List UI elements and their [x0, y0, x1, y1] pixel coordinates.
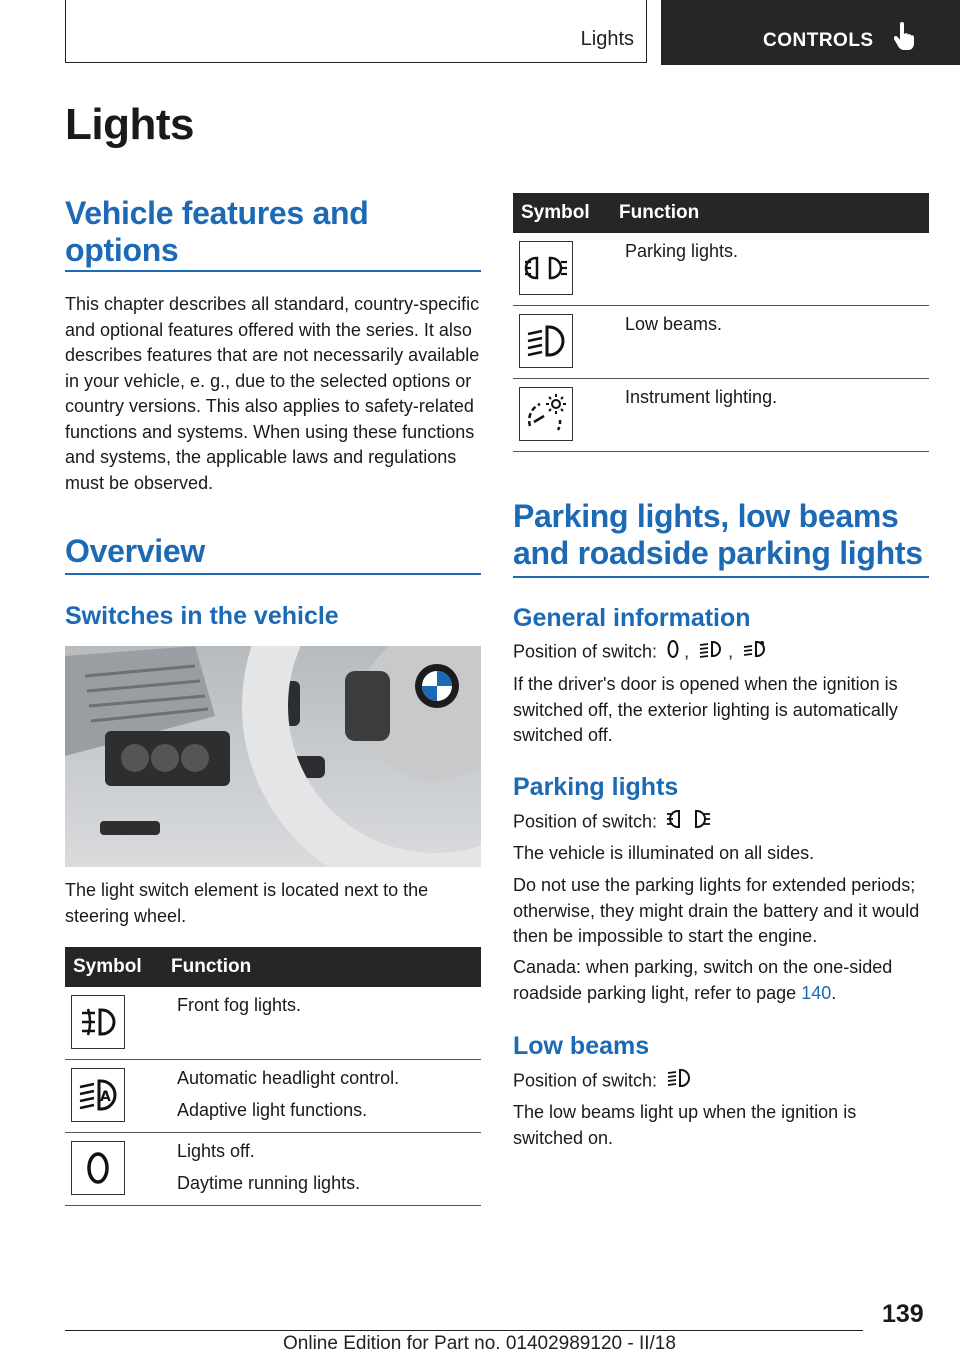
low-beams-icon: [666, 1067, 692, 1097]
col-function-header: Function: [167, 947, 481, 987]
table-row: [513, 379, 929, 452]
separator: ,: [684, 641, 690, 662]
function-text: Daytime running lights.: [177, 1172, 361, 1193]
symbol-table-left: [65, 947, 481, 1206]
low-beams-heading: Low beams: [513, 1032, 650, 1060]
col-symbol-header: Symbol: [513, 193, 615, 233]
header-chapter-tab: [661, 0, 960, 65]
low-beams-icon: [519, 314, 573, 368]
low-beams-icon: [742, 639, 768, 667]
function-text: Front fog lights.: [177, 995, 302, 1015]
parking-p3-end: .: [831, 982, 837, 1003]
table-row: [65, 987, 481, 1060]
function-text: Parking lights.: [625, 241, 739, 261]
vehicle-features-heading: Vehicle features and options: [65, 195, 369, 268]
function-text: Low beams.: [625, 314, 723, 334]
parking-p1: The vehicle is illuminated on all sides.: [513, 843, 815, 863]
table-row: [65, 1133, 481, 1206]
lights-off-icon: [71, 1141, 125, 1195]
parking-p3: [513, 955, 929, 1006]
automatic-headlight-icon: [71, 1068, 125, 1122]
footer-edition: Online Edition for Part no. 01402989120 - II/18: [283, 1333, 676, 1354]
instrument-lighting-icon: [519, 387, 573, 441]
function-text: Automatic headlight control.: [177, 1068, 400, 1088]
parking-section-heading: Parking lights, low beams and roadside parking lights: [513, 498, 923, 571]
parking-lights-heading: Parking lights: [513, 773, 679, 801]
page-title: Lights: [65, 100, 194, 149]
function-text: Adaptive light functions.: [177, 1099, 368, 1120]
table-row: [513, 233, 929, 306]
heading-rule: [65, 270, 481, 272]
general-paragraph: If the driver's door is opened when the ignition is switched off, the exterior lighting is automatically switched off.: [513, 674, 898, 745]
header-section-tab: [65, 0, 647, 63]
switches-subheading: Switches in the vehicle: [65, 602, 339, 630]
parking-position-line: [513, 808, 929, 838]
parking-lights-icon: [519, 241, 573, 295]
page-number: 139: [882, 1300, 924, 1328]
footer-rule: [65, 1330, 863, 1331]
table-row: [65, 1060, 481, 1133]
function-text: Lights off.: [177, 1141, 255, 1161]
page-reference-link[interactable]: 140: [801, 982, 832, 1003]
lights-off-icon: [666, 639, 680, 667]
low-beams-p1: The low beams light up when the ignition is switched on.: [513, 1102, 857, 1148]
header-chapter-label: CONTROLS: [763, 30, 874, 51]
overview-heading: Overview: [65, 533, 205, 569]
general-info-heading: General information: [513, 604, 751, 632]
table-row: [513, 306, 929, 379]
col-symbol-header: Symbol: [65, 947, 167, 987]
dashboard-image: [65, 646, 481, 867]
low-beams-position-line: [513, 1067, 929, 1097]
header-section-label: Lights: [580, 28, 634, 50]
col-function-header: Function: [615, 193, 929, 233]
parking-lights-icon: [666, 808, 712, 838]
position-label: Position of switch:: [513, 641, 658, 662]
position-label: Position of switch:: [513, 1070, 658, 1091]
separator: ,: [728, 641, 734, 662]
pointing-hand-icon: [894, 22, 916, 52]
switch-caption: The light switch element is located next to the steering wheel.: [65, 880, 429, 926]
parking-p3-text: Canada: when parking, switch on the one-sided roadside parking light, refer to page: [513, 957, 893, 1003]
light-switch-photo: [65, 646, 481, 867]
vehicle-features-paragraph: This chapter describes all standard, country-specific and optional features offered with the series. It also describes features that are not necessarily available in your vehicle, e. g., due to the selected options or country versions. This also applies to safety-related functions and systems. When using these functions and systems, the applicable laws and regulations must be observed.: [65, 294, 480, 493]
position-label: Position of switch:: [513, 811, 658, 832]
heading-rule: [513, 576, 929, 578]
parking-lights-icon: [698, 639, 724, 667]
parking-p2: Do not use the parking lights for extended periods; otherwise, they might drain the battery and it would then be impossible to start the engine.: [513, 875, 920, 946]
svg-text:A: A: [100, 1089, 111, 1105]
general-position-line: [513, 639, 929, 667]
symbol-table-right: [513, 193, 929, 452]
front-fog-light-icon: [71, 995, 125, 1049]
heading-rule: [65, 573, 481, 575]
function-text: Instrument lighting.: [625, 387, 778, 407]
